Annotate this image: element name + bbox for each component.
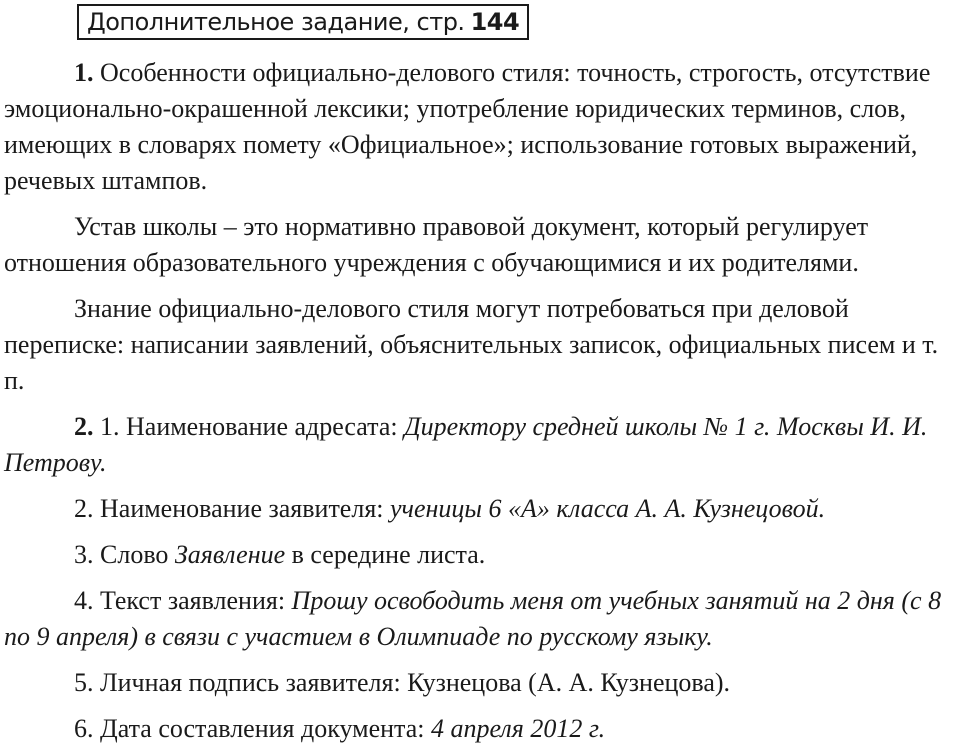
- task2-item-4: [4, 583, 946, 655]
- task1-p1-text: Особенности официально-делового стиля: точность, строгость, отсутствие эмоционально-окрашенной лексики; употребление юридических терминов, слов, имеющих в словарях помету «Официальное»; использование готовых выражений, речевых штампов.: [4, 58, 931, 195]
- task1-p3-text: Знание официально-делового стиля могут потребоваться при деловой переписке: написании заявлений, объяснительных записок, официальных писем и т. п.: [4, 294, 939, 395]
- task2-item-3: [4, 537, 946, 573]
- task1-paragraph-1: [4, 55, 946, 199]
- task2-item-5: [4, 665, 946, 701]
- task2-item-6-value: 4 апреля 2012 г.: [431, 714, 606, 743]
- task1-paragraph-3: [4, 291, 946, 399]
- task2-item-6: [4, 711, 946, 747]
- task2-item-1-value: Директору средней школы № 1 г. Москвы И. И. Петрову.: [4, 412, 928, 477]
- task1-paragraph-2: [4, 209, 946, 281]
- task1-p2-text: Устав школы – это нормативно правовой документ, который регулирует отношения образовательного учреждения с обучающимися и их родителями.: [4, 212, 869, 277]
- task1-number: 1.: [74, 58, 94, 87]
- task2-item-3-suffix: в середине листа.: [291, 540, 486, 569]
- task2-item-2-value: ученицы 6 «А» класса А. А. Кузнецовой.: [390, 494, 826, 523]
- task2-item-3-value: Заявление: [174, 540, 286, 569]
- task2-item-2: [4, 491, 946, 527]
- task2-item-6-label: 6. Дата составления документа:: [74, 714, 425, 743]
- task2-number: 2.: [74, 412, 94, 441]
- document-body: [4, 55, 946, 747]
- header-box: [77, 4, 529, 40]
- task2-item-4-value: Прошу освободить меня от учебных занятий на 2 дня (с 8 по 9 апреля) в связи с участием в Олимпиаде по русскому языку.: [4, 586, 942, 651]
- task2-item-4-label: 4. Текст заявления:: [74, 586, 286, 615]
- task2-item-3-label: 3. Слово: [74, 540, 169, 569]
- task2-item-5-label: 5. Личная подпись заявителя: Кузнецова (А. А. Кузнецова).: [74, 668, 731, 697]
- header-label: Дополнительное задание, стр.: [87, 8, 465, 36]
- task2-item-1-label: 1. Наименование адресата:: [100, 412, 398, 441]
- task2-item-1: [4, 409, 946, 481]
- header-page-number: 144: [470, 8, 520, 36]
- task2-item-2-label: 2. Наименование заявителя:: [74, 494, 384, 523]
